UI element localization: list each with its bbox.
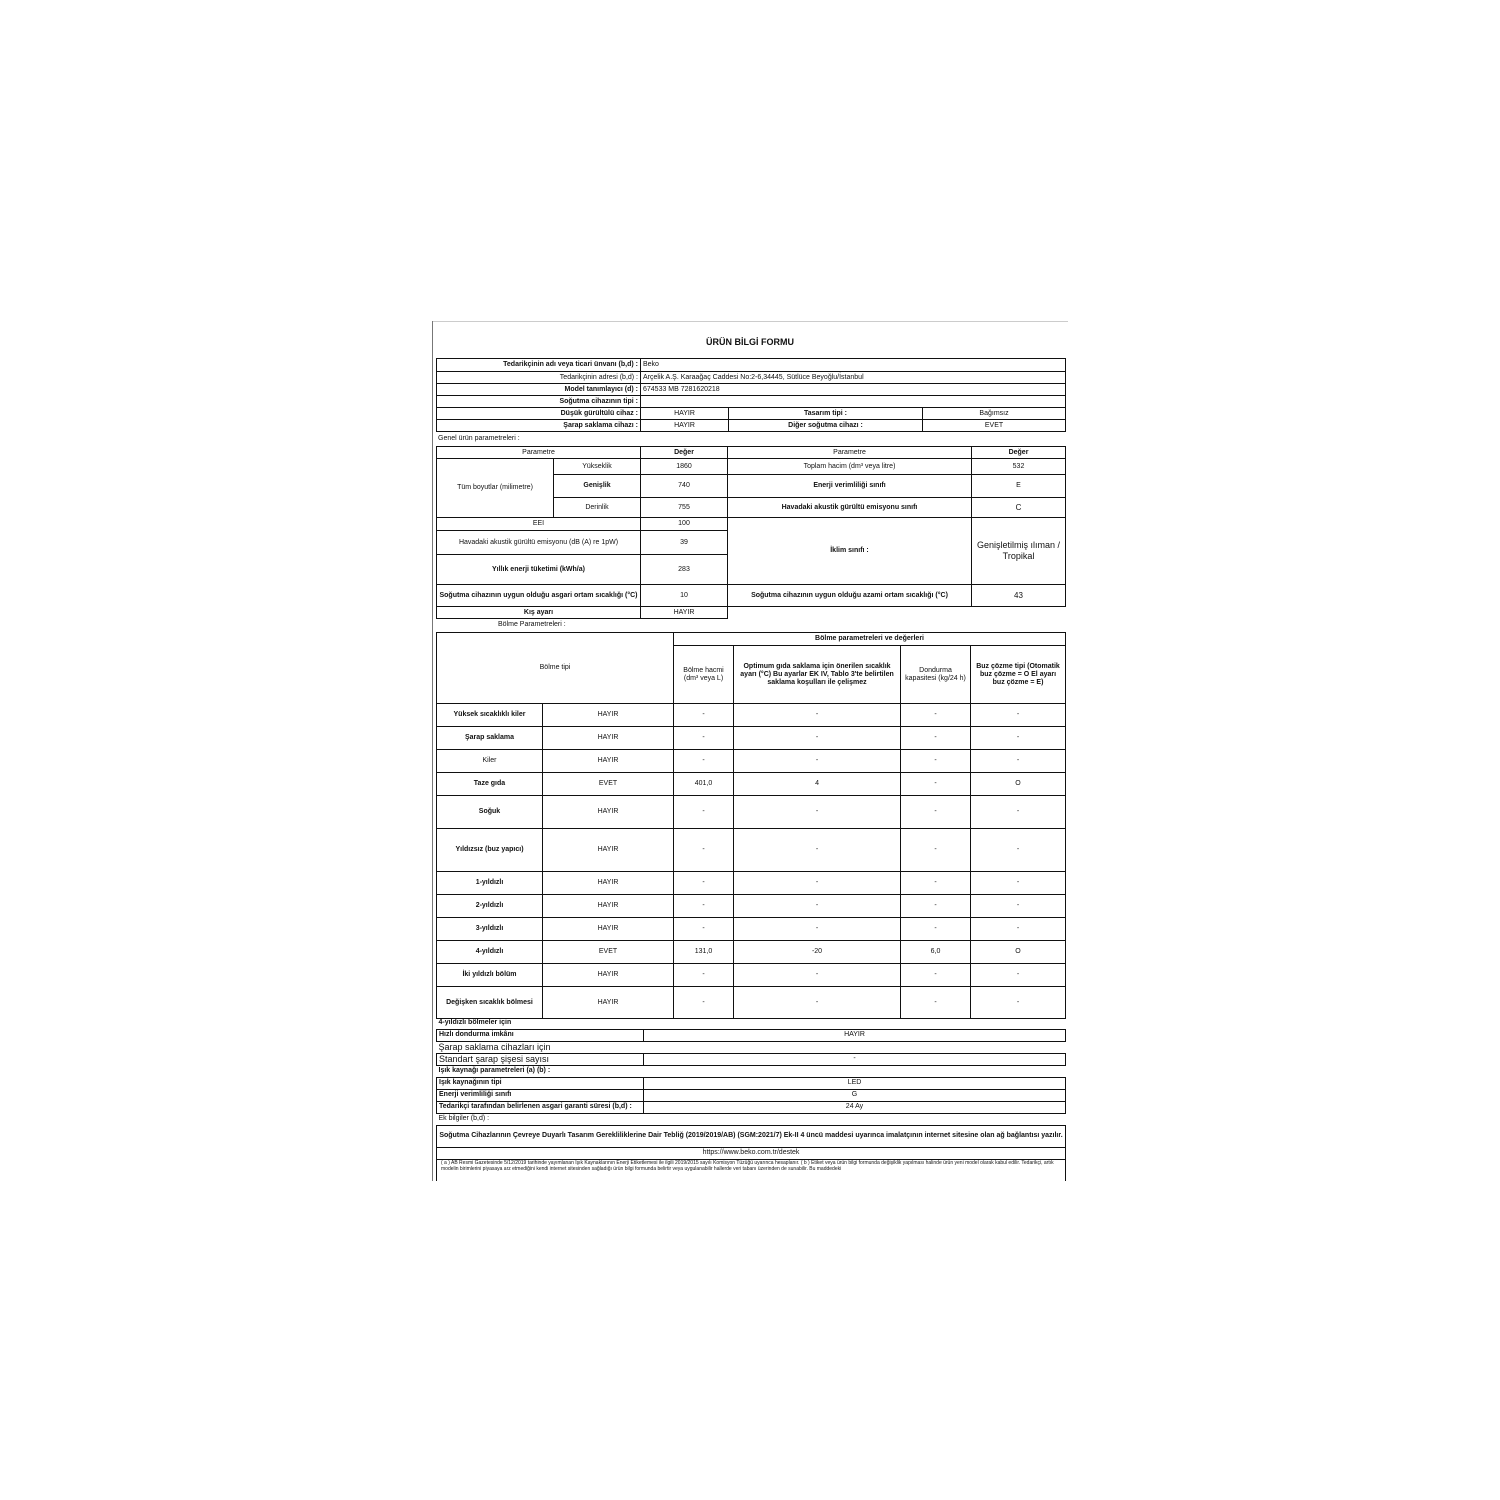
- warranty-label: Tedarikçi tarafından belirlenen asgari garanti süresi (b,d) :: [437, 1101, 644, 1113]
- winter-setting-label: Kış ayarı: [437, 607, 641, 619]
- max-temp-value: 43: [972, 585, 1066, 607]
- height-value: 1860: [641, 459, 728, 475]
- light-energy-class-value: G: [644, 1089, 1066, 1101]
- compartment-volume: 401,0: [674, 773, 734, 796]
- compartment-freeze: -: [901, 987, 971, 1019]
- warranty-value: 24 Ay: [644, 1101, 1066, 1113]
- dimensions-label: Tüm boyutlar (milimetre): [437, 459, 554, 518]
- compartment-temp: 4: [734, 773, 901, 796]
- winter-setting-value: HAYIR: [641, 607, 728, 619]
- compartment-volume: -: [674, 987, 734, 1019]
- appliance-type-value: [641, 396, 1066, 408]
- depth-label: Derinlik: [554, 498, 641, 518]
- other-appliance-label: Diğer soğutma cihazı :: [729, 420, 923, 432]
- compartment-group-header: Bölme parametreleri ve değerleri: [674, 633, 1066, 646]
- compartment-present: EVET: [543, 773, 674, 796]
- supplier-label: Tedarikçinin adı veya ticari ünvanı (b,d) :: [437, 359, 641, 372]
- general-params-table: [436, 446, 1066, 619]
- compartment-temp: -: [734, 872, 901, 895]
- compartment-name: Kiler: [437, 750, 543, 773]
- compartment-row: [437, 941, 1066, 964]
- compartment-temp: -: [734, 987, 901, 1019]
- support-url[interactable]: https://www.beko.com.tr/destek: [437, 1147, 1066, 1159]
- light-energy-class-label: Enerji verimliliği sınıfı: [437, 1089, 644, 1101]
- compartment-temp: -: [734, 750, 901, 773]
- supplier-table: [436, 358, 1066, 432]
- other-appliance-value: EVET: [923, 420, 1066, 432]
- model-label: Model tanımlayıcı (d) :: [437, 384, 641, 396]
- wine-storage-heading: Şarap saklama cihazları için: [437, 1041, 1066, 1053]
- design-type-label: Tasarım tipi :: [729, 408, 923, 420]
- light-type-value: LED: [644, 1077, 1066, 1089]
- compartment-freeze: -: [901, 918, 971, 941]
- compartment-volume: -: [674, 895, 734, 918]
- compartment-row: [437, 796, 1066, 829]
- compartment-defrost: O: [971, 773, 1066, 796]
- sheet-top-edge: [432, 321, 1068, 322]
- noise-db-label: Havadaki akustik gürültü emisyonu (dB (A) re 1pW): [437, 531, 641, 555]
- compartment-row: [437, 987, 1066, 1019]
- noise-class-label: Havadaki akustik gürültü emisyonu sınıfı: [728, 498, 972, 518]
- compartment-defrost: -: [971, 895, 1066, 918]
- compartment-volume: 131,0: [674, 941, 734, 964]
- noise-db-value: 39: [641, 531, 728, 555]
- compartment-temp: -: [734, 796, 901, 829]
- compartment-temp: -20: [734, 941, 901, 964]
- compartment-present: HAYIR: [543, 829, 674, 872]
- width-value: 740: [641, 475, 728, 498]
- compartment-defrost-header: Buz çözme tipi (Otomatik buz çözme = O El ayarı buz çözme = E): [971, 646, 1066, 704]
- compartment-volume: -: [674, 704, 734, 727]
- compartment-freeze: -: [901, 872, 971, 895]
- compartment-defrost: -: [971, 727, 1066, 750]
- compartment-temp: -: [734, 895, 901, 918]
- eei-value: 100: [641, 518, 728, 531]
- sheet-left-edge: [432, 321, 433, 1181]
- address-label: Tedarikçinin adresi (b,d) :: [437, 372, 641, 384]
- climate-class-value: Genişletilmiş ılıman / Tropikal: [972, 518, 1066, 585]
- wine-bottles-label: Standart şarap şişesi sayısı: [437, 1053, 644, 1065]
- max-temp-label: Soğutma cihazının uygun olduğu azami ortam sıcaklığı (°C): [728, 585, 972, 607]
- compartment-row: [437, 773, 1066, 796]
- compartment-name: 3-yıldızlı: [437, 918, 543, 941]
- compartment-present: HAYIR: [543, 796, 674, 829]
- compartment-temp: -: [734, 964, 901, 987]
- compartment-temp: -: [734, 704, 901, 727]
- width-label: Genişlik: [554, 475, 641, 498]
- compartment-defrost: -: [971, 704, 1066, 727]
- four-star-heading: 4-yıldızlı bölmeler için: [437, 1018, 1066, 1029]
- compartment-freeze: -: [901, 727, 971, 750]
- compartment-present: HAYIR: [543, 750, 674, 773]
- compartment-name: Değişken sıcaklık bölmesi: [437, 987, 543, 1019]
- model-value: 674533 MB 7281620218: [641, 384, 1066, 396]
- compartment-volume: -: [674, 918, 734, 941]
- compartment-name: Şarap saklama: [437, 727, 543, 750]
- compartment-name: Yıldızsız (buz yapıcı): [437, 829, 543, 872]
- compartment-present: HAYIR: [543, 918, 674, 941]
- total-volume-value: 532: [972, 459, 1066, 475]
- form-title: ÜRÜN BİLGİ FORMU: [706, 337, 794, 347]
- compartment-name: Taze gıda: [437, 773, 543, 796]
- low-noise-value: HAYIR: [641, 408, 729, 420]
- wine-bottles-value: -: [644, 1053, 1066, 1065]
- compartment-temp: -: [734, 829, 901, 872]
- address-value: Arçelik A.Ş. Karaağaç Caddesi No:2-6,34445, Sütlüce Beyoğlu/İstanbul: [641, 372, 1066, 384]
- fast-freeze-value: HAYIR: [644, 1029, 1066, 1041]
- compartment-defrost: -: [971, 987, 1066, 1019]
- total-volume-label: Toplam hacim (dm³ veya litre): [728, 459, 972, 475]
- compartment-freeze-header: Dondurma kapasitesi (kg/24 h): [901, 646, 971, 704]
- product-info-sheet: [432, 321, 1068, 1181]
- eei-label: EEI: [437, 518, 641, 531]
- compartment-row: [437, 750, 1066, 773]
- compartment-defrost: -: [971, 964, 1066, 987]
- compartment-volume: -: [674, 727, 734, 750]
- compartment-row: [437, 704, 1066, 727]
- compartment-present: EVET: [543, 941, 674, 964]
- compartment-freeze: -: [901, 750, 971, 773]
- compartment-temp: -: [734, 918, 901, 941]
- depth-value: 755: [641, 498, 728, 518]
- compartment-params-heading: Bölme Parametreleri :: [498, 621, 566, 628]
- compartment-defrost: -: [971, 796, 1066, 829]
- compartment-name: Yüksek sıcaklıklı kiler: [437, 704, 543, 727]
- compartment-present: HAYIR: [543, 872, 674, 895]
- compartment-row: [437, 872, 1066, 895]
- bottom-table: [436, 1018, 1066, 1181]
- compartment-name: 1-yıldızlı: [437, 872, 543, 895]
- min-temp-value: 10: [641, 585, 728, 607]
- wine-appliance-label: Şarap saklama cihazı :: [437, 420, 641, 432]
- compartment-row: [437, 895, 1066, 918]
- general-value-header-2: Değer: [972, 447, 1066, 459]
- compartment-defrost: O: [971, 941, 1066, 964]
- light-source-heading: Işık kaynağı parametreleri (a) (b) :: [437, 1065, 1066, 1077]
- compartment-temp: -: [734, 727, 901, 750]
- compartment-volume: -: [674, 829, 734, 872]
- compartment-name: İki yıldızlı bölüm: [437, 964, 543, 987]
- compartment-freeze: -: [901, 796, 971, 829]
- supplier-value: Beko: [641, 359, 1066, 372]
- compartment-freeze: -: [901, 895, 971, 918]
- fast-freeze-label: Hızlı dondurma imkânı: [437, 1029, 644, 1041]
- compartment-volume: -: [674, 750, 734, 773]
- compartment-type-header: Bölme tipi: [437, 633, 674, 704]
- compartment-volume: -: [674, 964, 734, 987]
- compartment-name: Soğuk: [437, 796, 543, 829]
- annual-energy-label: Yıllık enerji tüketimi (kWh/a): [437, 555, 641, 585]
- compartment-freeze: -: [901, 829, 971, 872]
- compartment-table: [436, 632, 1066, 1019]
- extra-info-label: Ek bilgiler (b,d) :: [437, 1113, 1066, 1125]
- compartment-row: [437, 727, 1066, 750]
- appliance-type-label: Soğutma cihazının tipi :: [437, 396, 641, 408]
- compartment-present: HAYIR: [543, 727, 674, 750]
- compartment-volume: -: [674, 872, 734, 895]
- compartment-defrost: -: [971, 918, 1066, 941]
- compartment-defrost: -: [971, 750, 1066, 773]
- noise-class-value: C: [972, 498, 1066, 518]
- compartment-present: HAYIR: [543, 704, 674, 727]
- compartment-volume: -: [674, 796, 734, 829]
- compartment-volume-header: Bölme hacmi (dm³ veya L): [674, 646, 734, 704]
- compartment-freeze: 6,0: [901, 941, 971, 964]
- general-value-header: Değer: [641, 447, 728, 459]
- compartment-row: [437, 964, 1066, 987]
- winter-setting-blank: [728, 607, 1066, 619]
- compartment-present: HAYIR: [543, 964, 674, 987]
- compartment-freeze: -: [901, 964, 971, 987]
- compartment-row: [437, 918, 1066, 941]
- general-params-heading: Genel ürün parametreleri :: [438, 435, 520, 442]
- footnote: ( a ) AB Resmi Gazetesinde 5/12/2019 tarihinde yayımlanan Işık Kaynaklarının Enerji Etiketlemesi ile ilgili 2019/2015 sayılı Komisyon Tüzüğü uyarınca hesaplanır. ( b ) Etiket veya ürün bilgi formunda değişiklik yapılması halinde ürün yeni model olarak kabul edilir. Tedarikçi, artık modelin birimlerini piyasaya arz etmediğini kendi internet sitesinden sağladığı ürün bilgi formunda belirtir veya uygulanabilir hallerde veri tabanı üzerinden de sunabilir. Bu maddedeki: [437, 1159, 1066, 1181]
- annual-energy-value: 283: [641, 555, 728, 585]
- compartment-temp-header: Optimum gıda saklama için önerilen sıcaklık ayarı (°C) Bu ayarlar EK IV, Tablo 3'te belirtilen saklama koşulları ile çelişmez: [734, 646, 901, 704]
- regulation-text: Soğutma Cihazlarının Çevreye Duyarlı Tasarım Gerekliliklerine Dair Tebliğ (2019/2019/AB) (SGM:2021/7) Ek-II 4 üncü maddesi uyarınca imalatçının internet sitesine olan ağ bağlantısı yazılır.: [437, 1125, 1066, 1147]
- energy-class-value: E: [972, 475, 1066, 498]
- compartment-freeze: -: [901, 773, 971, 796]
- general-param-header-2: Parametre: [728, 447, 972, 459]
- wine-appliance-value: HAYIR: [641, 420, 729, 432]
- compartment-defrost: -: [971, 829, 1066, 872]
- climate-class-label: İklim sınıfı :: [728, 518, 972, 585]
- light-type-label: Işık kaynağının tipi: [437, 1077, 644, 1089]
- compartment-defrost: -: [971, 872, 1066, 895]
- compartment-name: 2-yıldızlı: [437, 895, 543, 918]
- compartment-freeze: -: [901, 704, 971, 727]
- energy-class-label: Enerji verimliliği sınıfı: [728, 475, 972, 498]
- min-temp-label: Soğutma cihazının uygun olduğu asgari ortam sıcaklığı (°C): [437, 585, 641, 607]
- compartment-present: HAYIR: [543, 987, 674, 1019]
- height-label: Yükseklik: [554, 459, 641, 475]
- low-noise-label: Düşük gürültülü cihaz :: [437, 408, 641, 420]
- general-param-header: Parametre: [437, 447, 641, 459]
- design-type-value: Bağımsız: [923, 408, 1066, 420]
- compartment-name: 4-yıldızlı: [437, 941, 543, 964]
- compartment-present: HAYIR: [543, 895, 674, 918]
- compartment-row: [437, 829, 1066, 872]
